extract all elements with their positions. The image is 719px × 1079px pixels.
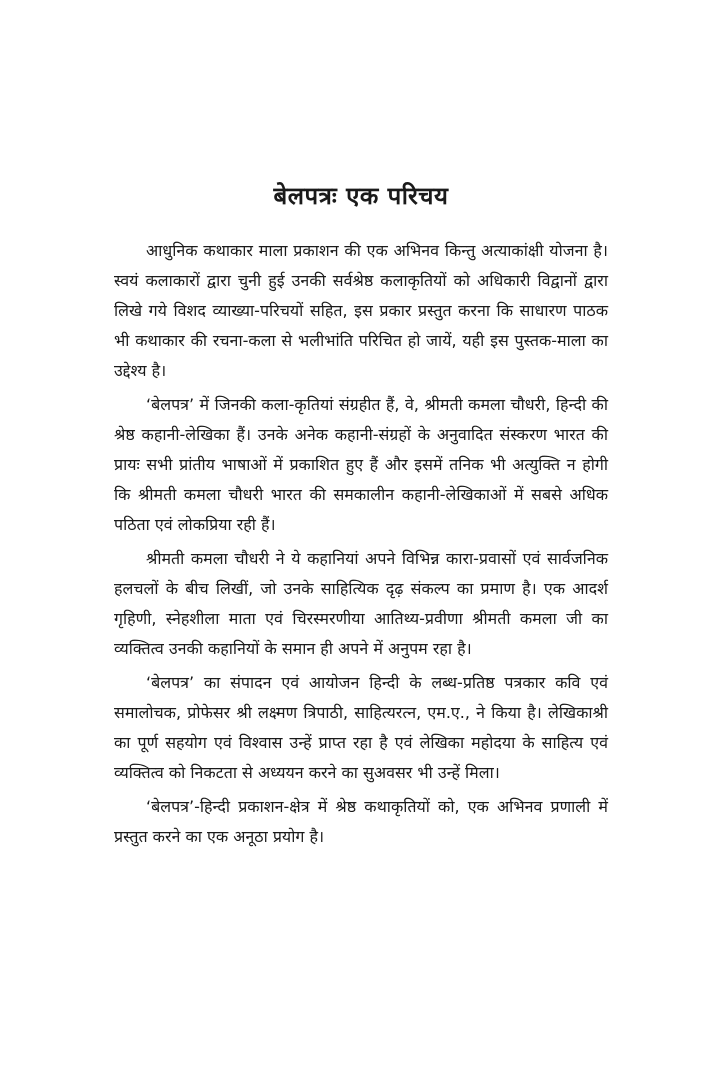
paragraph-3: श्रीमती कमला चौधरी ने ये कहानियां अपने विभिन्न कारा-प्रवासों एवं सार्वजनिक हलचलों के बीच लिखीं, जो उनके साहित्यिक दृढ़ संकल्प का प्रमाण है। एक आदर्श गृहिणी, स्नेहशीला माता एवं चिरस्मरणीया आतिथ्य-प्रवीणा श्रीमती कमला जी का व्यक्तित्व उनकी कहानियों के समान ही अपने में अनुपम रहा है।	[114, 549, 608, 658]
document-page	[114, 178, 608, 856]
paragraph-5: ‘बेलपत्र’-हिन्दी प्रकाशन-क्षेत्र में श्रेष्ठ कथाकृतियों को, एक अभिनव प्रणाली में प्रस्तुत करने का एक अनूठा प्रयोग है।	[114, 797, 608, 846]
page-title: बेलपत्रः एक परिचय	[273, 182, 449, 210]
paragraph-1: आधुनिक कथाकार माला प्रकाशन की एक अभिनव किन्तु अत्याकांक्षी योजना है। स्वयं कलाकारों द्वारा चुनी हुई उनकी सर्वश्रेष्ठ कलाकृतियों को अधिकारी विद्वानों द्वारा लिखे गये विशद व्याख्या-परिचयों सहित, इस प्रकार प्रस्तुत करना कि साधारण पाठक भी कथाकार की रचना-कला से भलीभांति परिचित हो जायें, यही इस पुस्तक-माला का उद्देश्य है।	[114, 241, 608, 380]
paragraph-2: ‘बेलपत्र’ में जिनकी कला-कृतियां संग्रहीत हैं, वे, श्रीमती कमला चौधरी, हिन्दी की श्रेष्ठ कहानी-लेखिका हैं। उनके अनेक कहानी-संग्रहों के अनुवादित संस्करण भारत की प्रायः सभी प्रांतीय भाषाओं में प्रकाशित हुए हैं और इसमें तनिक भी अत्युक्ति न होगी कि श्रीमती कमला चौधरी भारत की समकालीन कहानी-लेखिकाओं में सबसे अधिक पठिता एवं लोकप्रिया रही हैं।	[114, 395, 608, 534]
paragraph-4: ‘बेलपत्र’ का संपादन एवं आयोजन हिन्दी के लब्ध-प्रतिष्ठ पत्रकार कवि एवं समालोचक, प्रोफेसर श्री लक्ष्मण त्रिपाठी, साहित्यरत्न, एम.ए., ने किया है। लेखिकाश्री का पूर्ण सहयोग एवं विश्वास उन्हें प्राप्त रहा है एवं लेखिका महोदया के साहित्य एवं व्यक्तित्व को निकटता से अध्ययन करने का सुअवसर भी उन्हें मिला।	[114, 673, 608, 782]
